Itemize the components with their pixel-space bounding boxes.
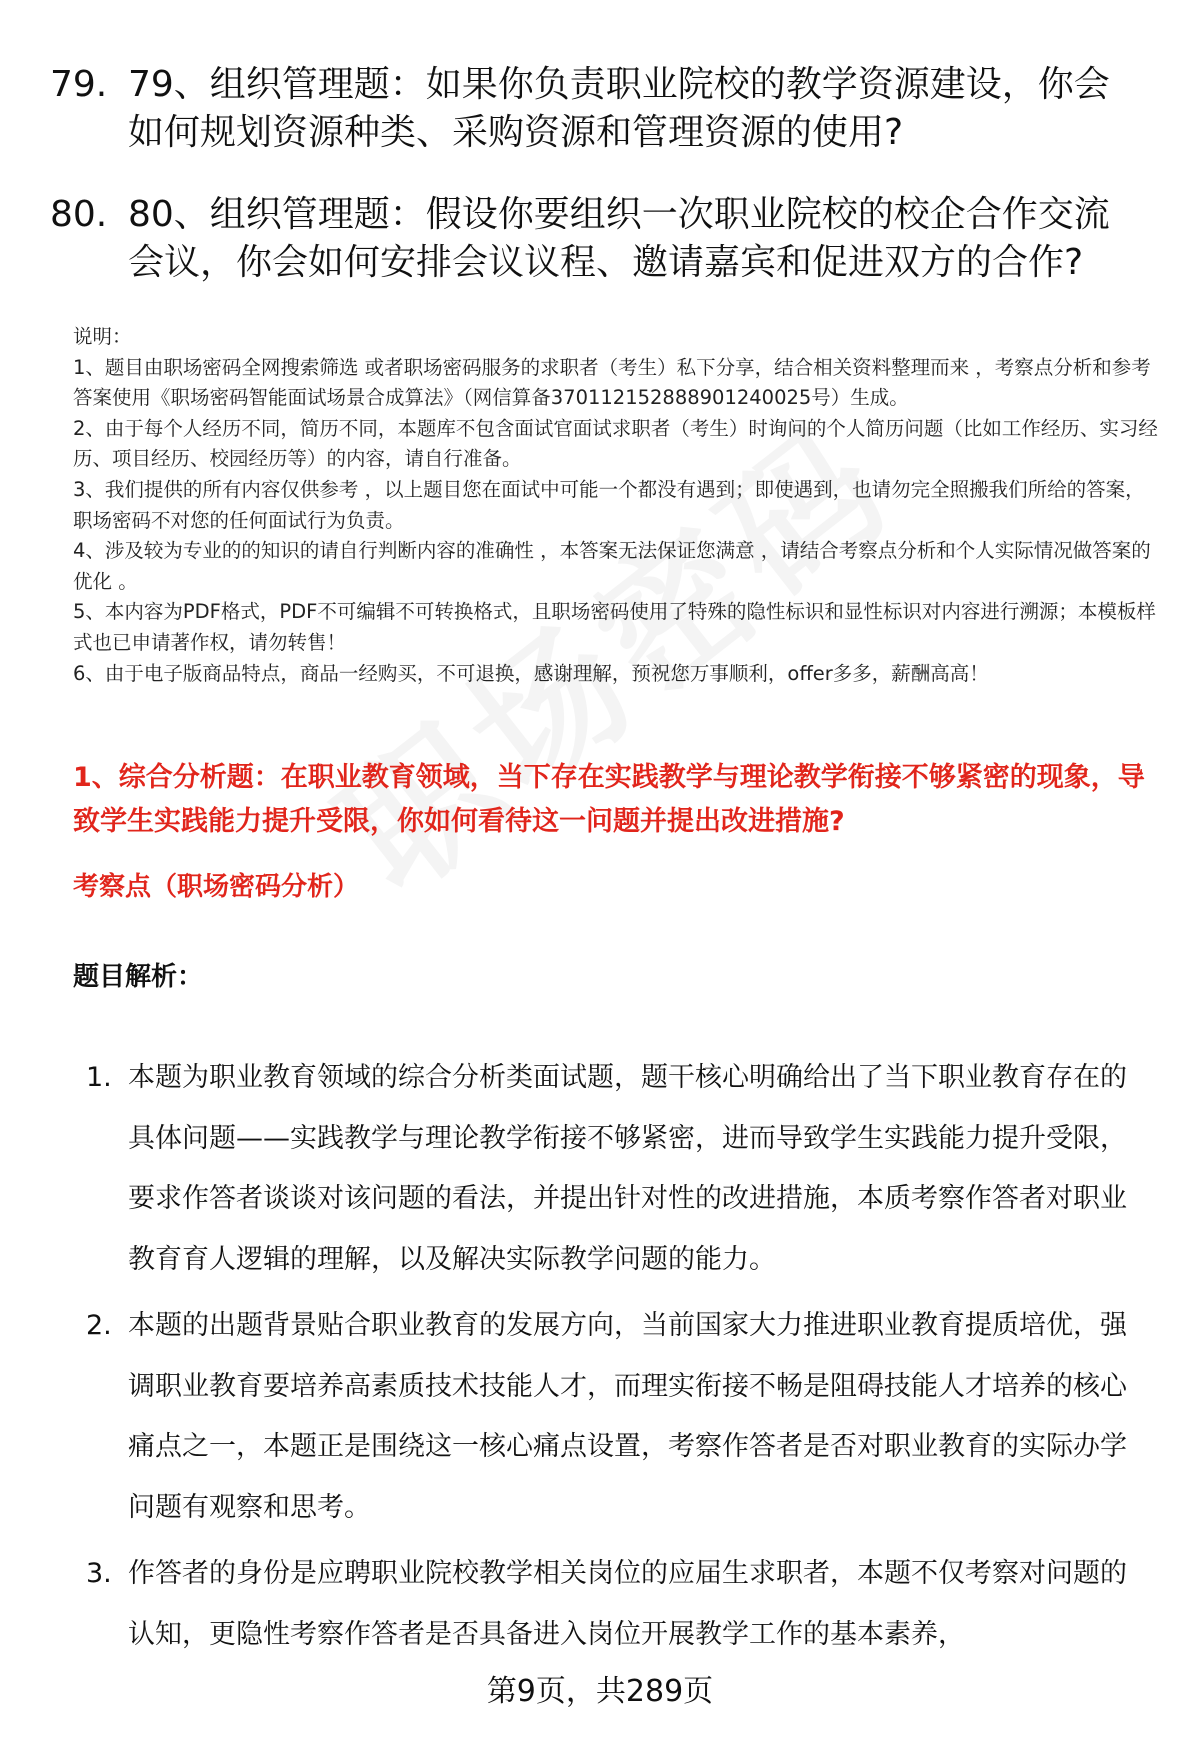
section-question: 1、综合分析题：在职业教育领域，当下存在实践教学与理论教学衔接不够紧密的现象，导致学生实践能力提升受限，你如何看待这一问题并提出改进措施? (73, 762, 1145, 837)
note-item: 2、由于每个人经历不同，简历不同，本题库不包含面试官面试求职者（考生）时询问的个人简历问题（比如工作经历、实习经历、项目经历、校园经历等）的内容，请自行准备。 (73, 416, 1158, 471)
note-item: 4、涉及较为专业的的知识的请自行判断内容的准确性 ，本答案无法保证您满意 ，请结合考察点分析和个人实际情况做答案的优化 。 (73, 539, 1151, 593)
analysis-number: 1. (86, 1062, 112, 1093)
analysis-text: 本题的出题背景贴合职业教育的发展方向，当前国家大力推进职业教育提质培优，强调职业教育要培养高素质技术技能人才，而理实衔接不畅是阻碍技能人才培养的核心痛点之一，本题正是围绕这一核心痛点设置，考察作答者是否对职业教育的实际办学问题有观察和思考。 (128, 1310, 1127, 1523)
question-number: 79. (50, 64, 108, 105)
analysis-text: 本题为职业教育领域的综合分析类面试题，题干核心明确给出了当下职业教育存在的具体问题——实践教学与理论教学衔接不够紧密，进而导致学生实践能力提升受限，要求作答者谈谈对该问题的看法，并提出针对性的改进措施，本质考察作答者对职业教育育人逻辑的理解，以及解决实际教学问题的能力。 (128, 1062, 1127, 1275)
exam-point-heading: 考察点（职场密码分析） (73, 872, 360, 902)
question-number: 80. (50, 194, 108, 235)
note-item: 5、本内容为PDF格式，PDF不可编辑不可转换格式，且职场密码使用了特殊的隐性标识和显性标识对内容进行溯源；本模板样式也已申请著作权，请勿转售！ (73, 600, 1156, 654)
page-footer: 第9页，共289页 (486, 1674, 714, 1709)
question-text: 80、组织管理题：假设你要组织一次职业院校的校企合作交流会议，你会如何安排会议议程、邀请嘉宾和促进双方的合作? (128, 194, 1110, 283)
analysis-list (70, 1048, 1150, 1671)
analysis-text: 作答者的身份是应聘职业院校教学相关岗位的应届生求职者，本题不仅考察对问题的认知，更隐性考察作答者是否具备进入岗位开展教学工作的基本素养， (128, 1558, 1127, 1650)
analysis-heading: 题目解析： (73, 962, 204, 992)
analysis-item (70, 1048, 1150, 1290)
note-item: 3、我们提供的所有内容仅供参考 ，以上题目您在面试中可能一个都没有遇到；即使遇到，也请勿完全照搬我们所给的答案，职场密码不对您的任何面试行为负责。 (73, 477, 1145, 532)
analysis-item (70, 1544, 1150, 1665)
notes-block (73, 322, 1163, 689)
note-item: 6、由于电子版商品特点，商品一经购买，不可退换，感谢理解，预祝您万事顺利，offer多多，薪酬高高！ (73, 661, 989, 685)
analysis-number: 3. (86, 1558, 112, 1589)
question-text: 79、组织管理题：如果你负责职业院校的教学资源建设，你会如何规划资源种类、采购资源和管理资源的使用? (128, 64, 1110, 153)
notes-title: 说明： (73, 325, 132, 348)
note-item: 1、题目由职场密码全网搜索筛选 或者职场密码服务的求职者（考生）私下分享，结合相关资料整理而来 ，考察点分析和参考答案使用《职场密码智能面试场景合成算法》（网信算备370112152888901240025号）生成。 (73, 355, 1151, 410)
analysis-item (70, 1296, 1150, 1538)
analysis-number: 2. (86, 1310, 112, 1341)
